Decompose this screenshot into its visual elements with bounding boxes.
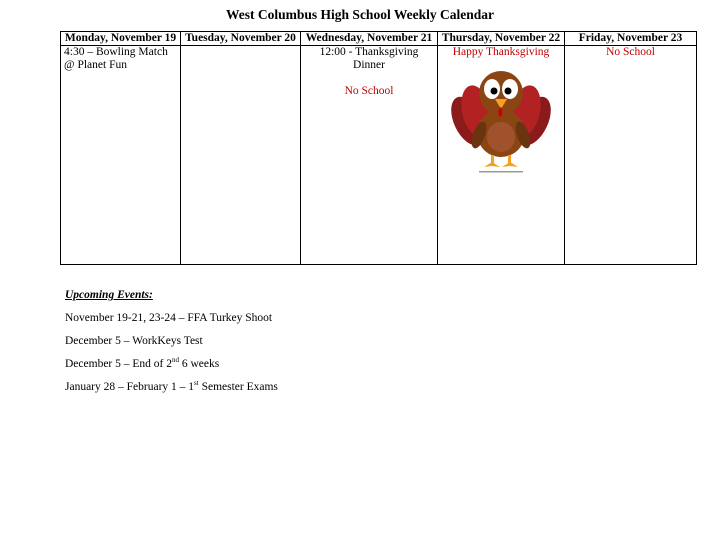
header-thursday: Thursday, November 22: [438, 32, 565, 46]
turkey-icon: [446, 63, 556, 175]
wednesday-no-school: No School: [344, 85, 394, 97]
cell-tuesday: [181, 46, 301, 265]
cell-wednesday: [301, 46, 438, 265]
header-friday: Friday, November 23: [565, 32, 697, 46]
friday-no-school: No School: [606, 46, 655, 58]
calendar-body-row: [61, 46, 697, 265]
calendar-header-row: [61, 32, 697, 46]
thursday-happy-thanksgiving: Happy Thanksgiving: [452, 46, 550, 58]
event-item-3: December 5 – End of 2nd 6 weeks: [65, 356, 220, 370]
wednesday-event-line1: 12:00 - Thanksgiving Dinner: [319, 46, 419, 71]
header-tuesday: Tuesday, November 20: [181, 32, 301, 46]
cell-monday: [61, 46, 181, 265]
weekly-calendar-table: [60, 31, 697, 265]
header-wednesday: Wednesday, November 21: [301, 32, 438, 46]
monday-event-line1: 4:30 – Bowling Match: [64, 46, 168, 58]
page-title: West Columbus High School Weekly Calendar: [226, 7, 494, 22]
upcoming-events: [65, 289, 278, 404]
header-monday: Monday, November 19: [61, 32, 181, 46]
monday-event-line2: @ Planet Fun: [64, 59, 127, 71]
event-item-1: November 19-21, 23-24 – FFA Turkey Shoot: [65, 312, 273, 324]
cell-thursday: [438, 46, 565, 265]
cell-friday: [565, 46, 697, 265]
event-item-2: December 5 – WorkKeys Test: [65, 335, 203, 347]
event-item-4: January 28 – February 1 – 1st Semester Exams: [65, 379, 278, 393]
upcoming-events-heading: Upcoming Events:: [65, 289, 153, 301]
